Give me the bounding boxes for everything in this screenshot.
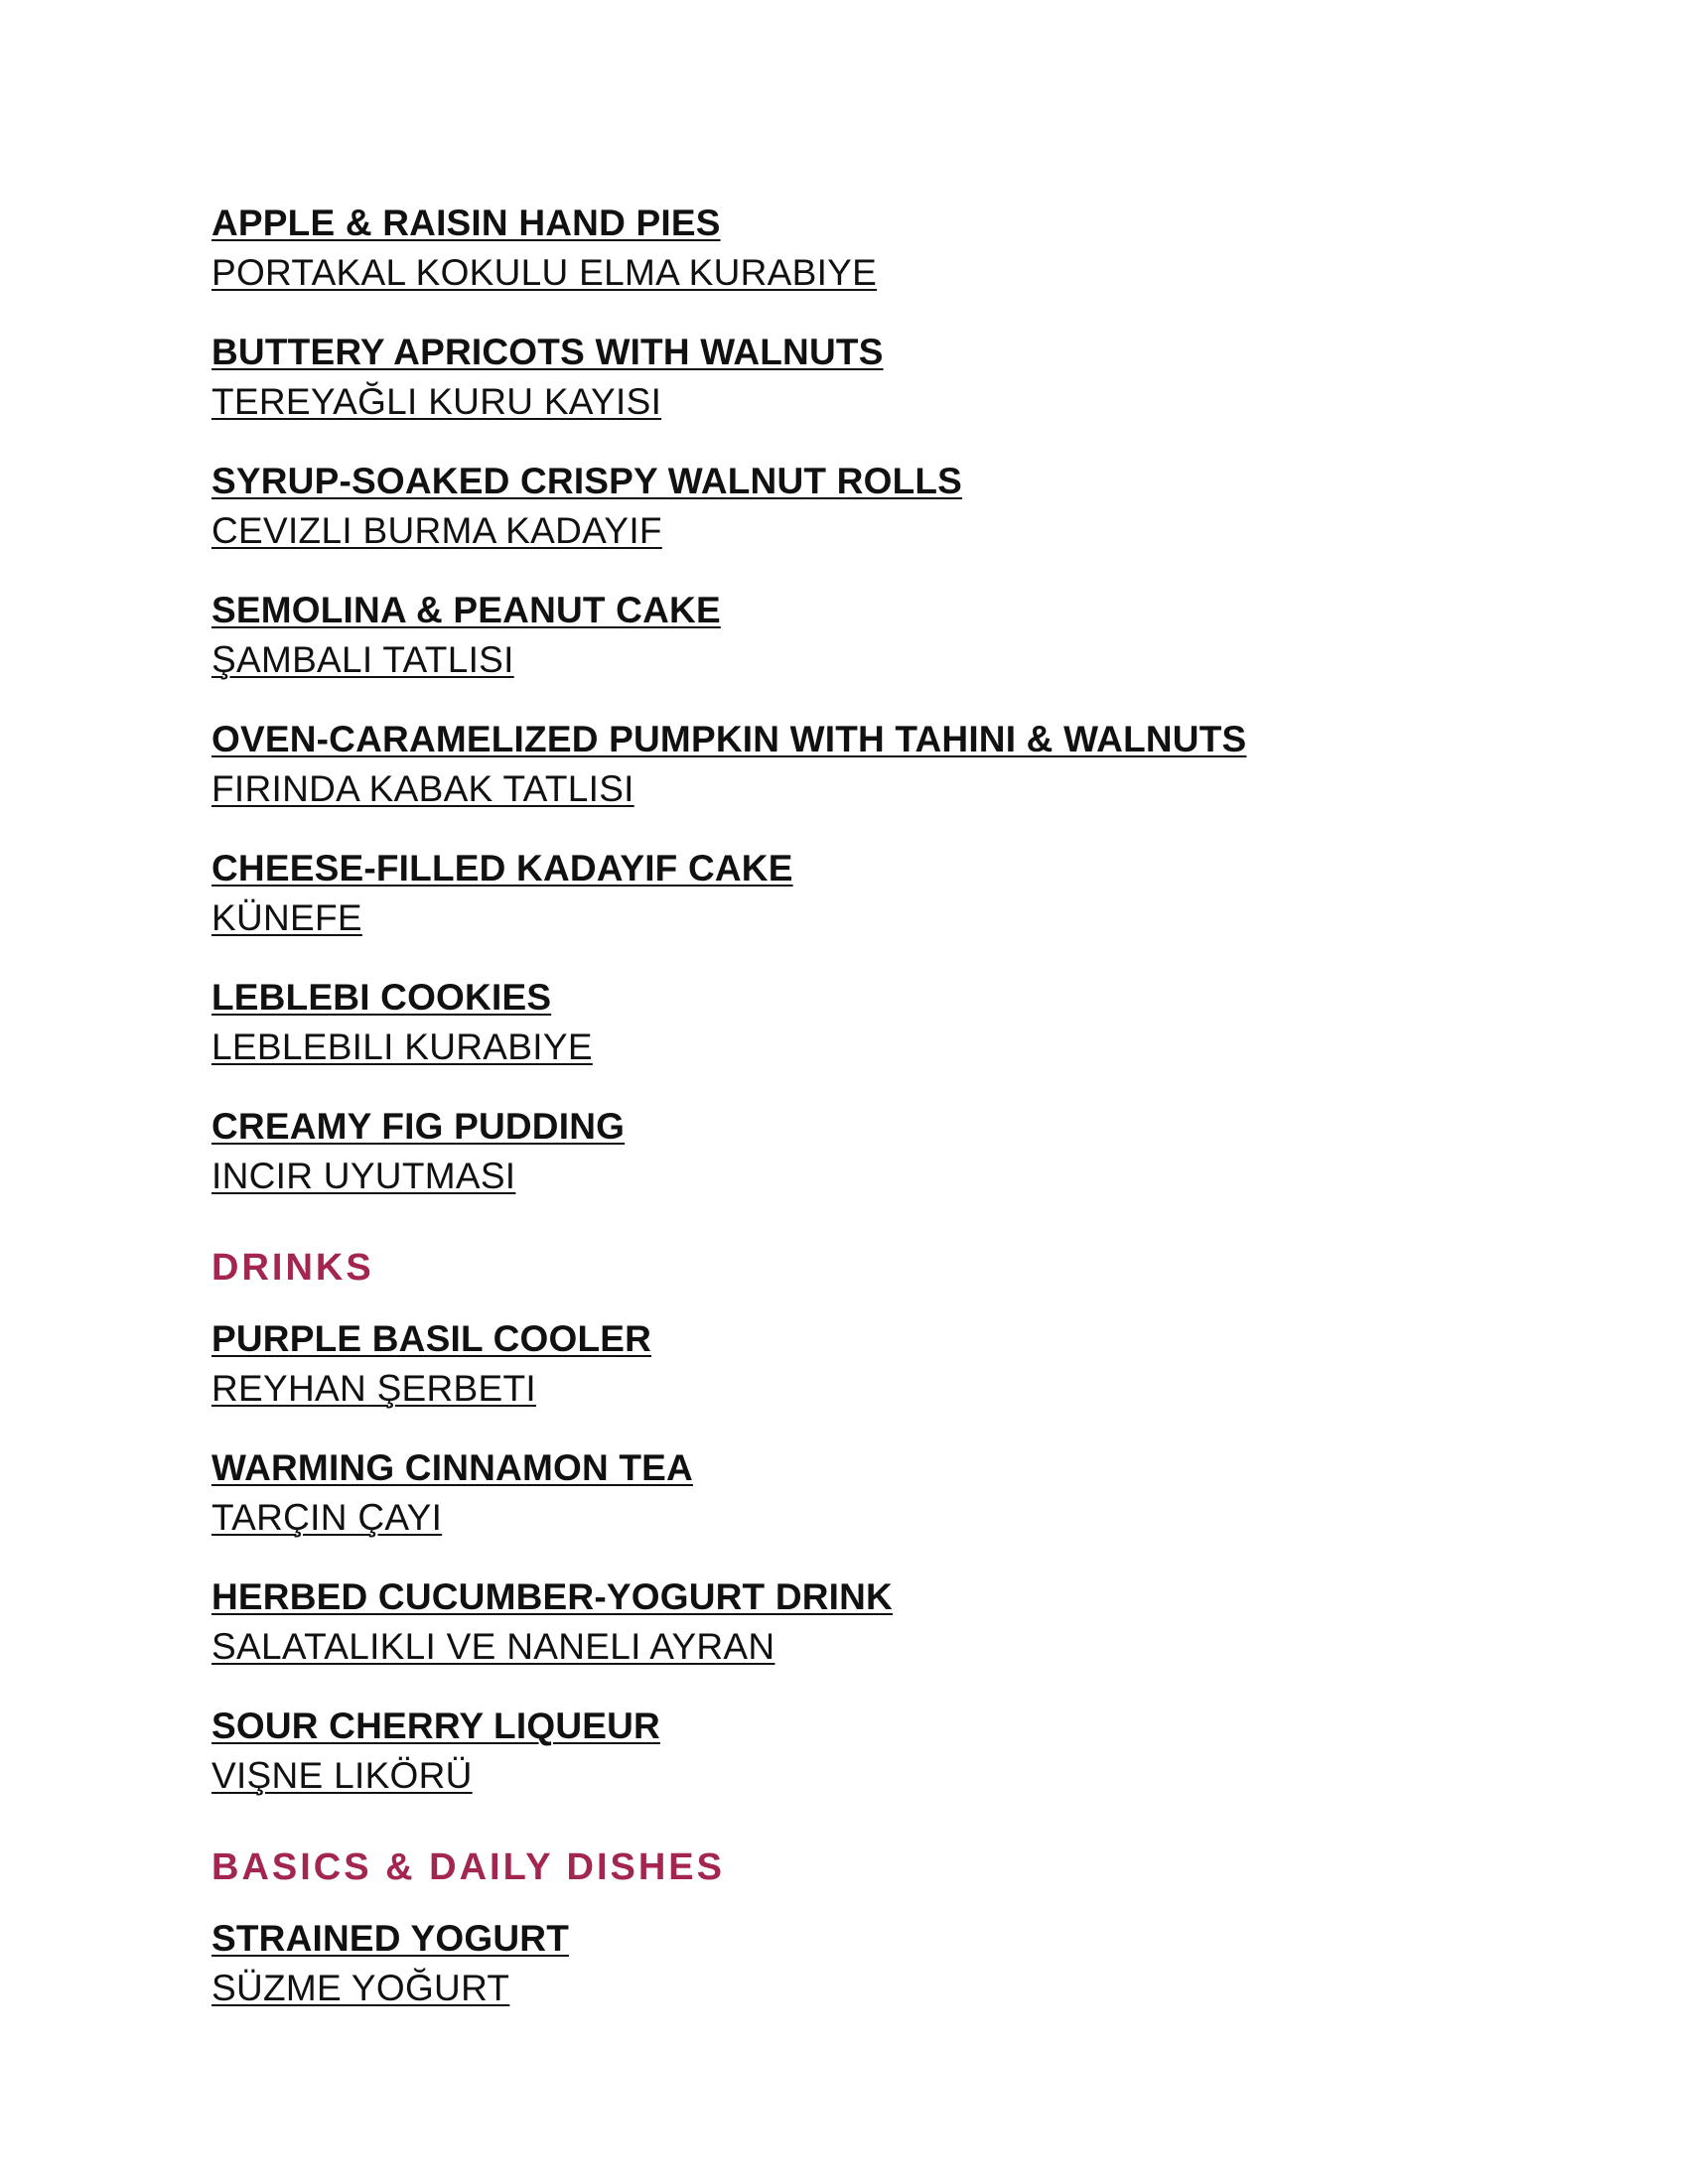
- recipe-entry: [211, 328, 1602, 427]
- recipe-link-turkish[interactable]: ŞAMBALI TATLISI: [211, 639, 514, 680]
- drinks-list: [211, 1314, 1602, 1801]
- desserts-list: [211, 199, 1602, 1201]
- recipe-link-turkish[interactable]: INCIR UYUTMASI: [211, 1156, 516, 1196]
- recipe-link-english[interactable]: CREAMY FIG PUDDING: [211, 1106, 626, 1147]
- recipe-link-english[interactable]: PURPLE BASIL COOLER: [211, 1318, 652, 1359]
- recipe-link-turkish[interactable]: KÜNEFE: [211, 897, 362, 938]
- recipe-link-english[interactable]: CHEESE-FILLED KADAYIF CAKE: [211, 848, 793, 888]
- recipe-link-english[interactable]: SYRUP-SOAKED CRISPY WALNUT ROLLS: [211, 461, 963, 501]
- section-heading-basics: BASICS & DAILY DISHES: [211, 1846, 725, 1888]
- recipe-link-turkish[interactable]: TARÇIN ÇAYI: [211, 1497, 443, 1538]
- recipe-link-english[interactable]: APPLE & RAISIN HAND PIES: [211, 203, 721, 243]
- recipe-link-turkish[interactable]: SÜZME YOĞURT: [211, 1968, 510, 2008]
- recipe-entry: [211, 199, 1602, 298]
- recipe-link-turkish[interactable]: TEREYAĞLI KURU KAYISI: [211, 381, 662, 422]
- recipe-link-english[interactable]: BUTTERY APRICOTS WITH WALNUTS: [211, 332, 884, 372]
- recipe-entry: [211, 457, 1602, 556]
- recipe-link-turkish[interactable]: CEVIZLI BURMA KADAYIF: [211, 510, 662, 551]
- recipe-index: [211, 199, 1602, 2043]
- recipe-entry: [211, 715, 1602, 814]
- recipe-entry: [211, 1314, 1602, 1414]
- recipe-link-english[interactable]: WARMING CINNAMON TEA: [211, 1447, 693, 1488]
- recipe-entry: [211, 1572, 1602, 1672]
- recipe-entry: [211, 973, 1602, 1072]
- basics-list: [211, 1914, 1602, 2013]
- recipe-link-english[interactable]: HERBED CUCUMBER-YOGURT DRINK: [211, 1576, 893, 1617]
- recipe-link-english[interactable]: LEBLEBI COOKIES: [211, 977, 552, 1018]
- recipe-link-turkish[interactable]: SALATALIKLI VE NANELI AYRAN: [211, 1626, 775, 1667]
- recipe-entry: [211, 1443, 1602, 1543]
- section-heading-drinks: DRINKS: [211, 1247, 374, 1289]
- recipe-link-turkish[interactable]: REYHAN ŞERBETI: [211, 1368, 536, 1409]
- recipe-entry: [211, 586, 1602, 685]
- recipe-entry: [211, 1914, 1602, 2013]
- recipe-entry: [211, 844, 1602, 943]
- recipe-link-turkish[interactable]: LEBLEBILI KURABIYE: [211, 1026, 593, 1067]
- recipe-link-english[interactable]: STRAINED YOGURT: [211, 1918, 570, 1959]
- recipe-link-turkish[interactable]: FIRINDA KABAK TATLISI: [211, 768, 634, 809]
- recipe-link-english[interactable]: SOUR CHERRY LIQUEUR: [211, 1706, 660, 1746]
- recipe-link-english[interactable]: OVEN-CARAMELIZED PUMPKIN WITH TAHINI & WALNUTS: [211, 719, 1247, 759]
- recipe-entry: [211, 1102, 1602, 1201]
- recipe-entry: [211, 1702, 1602, 1801]
- recipe-link-english[interactable]: SEMOLINA & PEANUT CAKE: [211, 590, 721, 630]
- recipe-link-turkish[interactable]: PORTAKAL KOKULU ELMA KURABIYE: [211, 252, 878, 293]
- recipe-link-turkish[interactable]: VIŞNE LIKÖRÜ: [211, 1755, 473, 1796]
